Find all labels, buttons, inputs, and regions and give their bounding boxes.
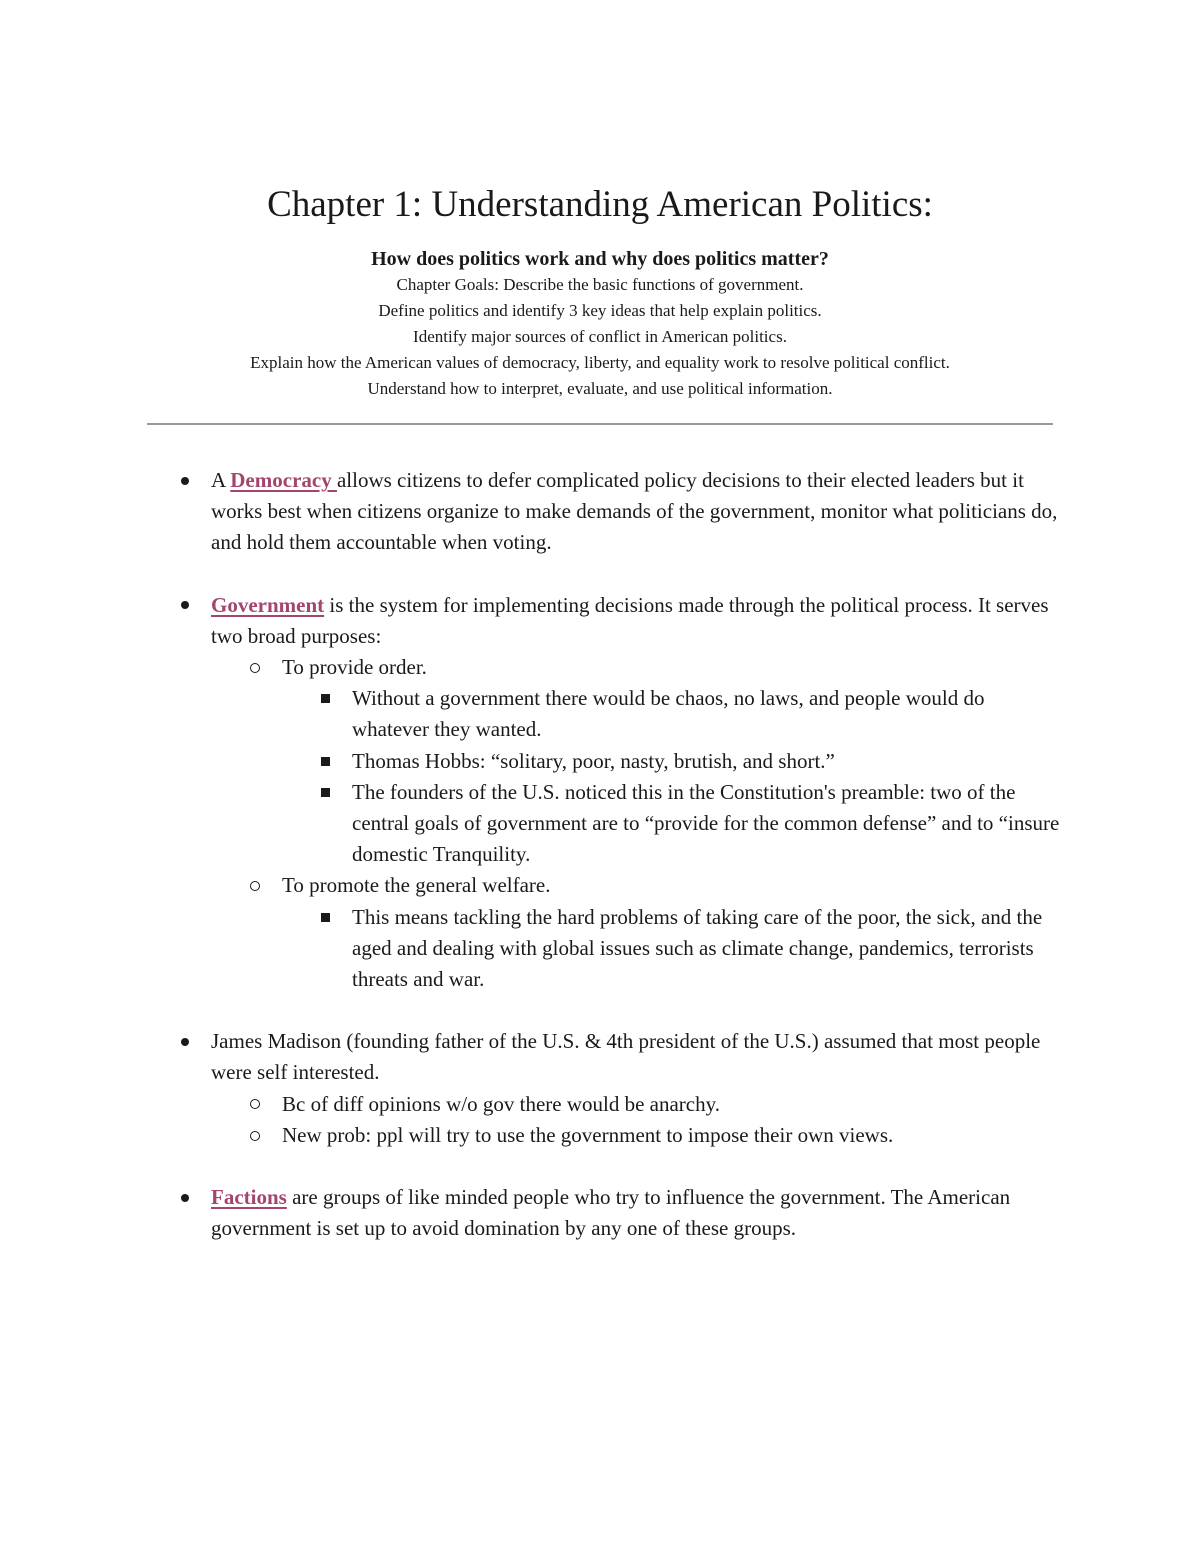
horizontal-rule [147,423,1053,425]
chapter-goal: Understand how to interpret, evaluate, and use political information. [367,379,833,398]
list-item-text: James Madison (founding father of the U.S. & 4th president of the U.S.) assumed that most people were self interested. [211,1029,1041,1085]
list-item-text [211,590,1071,652]
point-text: This means tackling the hard problems of taking care of the poor, the sick, and the aged and dealing with global issues such as climate change, pandemics, terrorists threats and war. [352,904,1043,992]
sub-item-text: To promote the general welfare. [282,873,551,898]
notes-list [0,465,1200,1244]
term-definition: is the system for implementing decisions made through the political process. It serves two broad purposes: [211,592,1049,648]
sub-item-text: New prob: ppl will try to use the government to impose their own views. [282,1122,894,1147]
point-text: The founders of the U.S. noticed this in the Constitution's preamble: two of the central goals of government are to “provide for the common defense” and to “insure domestic Tranquility. [352,779,1060,867]
sub-list-item [0,870,1062,901]
sub-sub-list-item [0,746,1062,777]
term-factions: Factions [211,1185,287,1210]
bullet-ring-icon [245,1089,265,1120]
sub-list-item [0,652,1062,683]
chapter-question: How does politics work and why does politics matter? [371,248,829,270]
list-item-text [211,1182,1071,1244]
list-item [0,1026,1071,1088]
bullet-dot-icon [175,1026,195,1057]
page-title: Chapter 1: Understanding American Politics: [267,184,933,225]
bullet-dot-icon [175,1182,195,1213]
bullet-ring-icon [245,652,265,683]
bullet-square-icon [315,683,335,714]
sub-sub-list-item [0,683,1062,745]
bullet-square-icon [315,777,335,808]
list-item-text [211,465,1071,559]
chapter-goal: Chapter Goals: Describe the basic functions of government. [396,275,804,294]
text-prefix: A [211,468,231,492]
sub-item-text: To provide order. [282,655,427,680]
chapter-goal: Explain how the American values of democracy, liberty, and equality work to resolve political conflict. [250,353,950,372]
term-government: Government [211,592,325,617]
sub-sub-list-item [0,902,1062,996]
bullet-square-icon [315,746,335,777]
list-item [0,590,1071,652]
chapter-goal: Identify major sources of conflict in American politics. [413,327,787,346]
list-item [0,465,1071,559]
term-definition: allows citizens to defer complicated policy decisions to their elected leaders but it works best when citizens organize to make demands of the government, monitor what politicians do, and hold them accountable when voting. [211,468,1058,555]
bullet-dot-icon [175,590,195,621]
chapter-header [0,246,1200,402]
point-text: Thomas Hobbs: “solitary, poor, nasty, brutish, and short.” [352,748,835,773]
sub-list-item [0,1089,1062,1120]
sub-sub-list-item [0,777,1062,871]
bullet-dot-icon [175,465,195,496]
term-definition: are groups of like minded people who try to influence the government. The American government is set up to avoid domination by any one of these groups. [211,1185,1011,1241]
sub-list-item [0,1120,1062,1151]
bullet-square-icon [315,902,335,933]
chapter-goal: Define politics and identify 3 key ideas that help explain politics. [378,301,822,320]
sub-item-text: Bc of diff opinions w/o gov there would be anarchy. [282,1091,720,1116]
bullet-ring-icon [245,1120,265,1151]
point-text: Without a government there would be chaos, no laws, and people would do whatever they wanted. [352,686,985,742]
term-democracy: Democracy [230,468,337,492]
list-item [0,1182,1071,1244]
bullet-ring-icon [245,870,265,901]
